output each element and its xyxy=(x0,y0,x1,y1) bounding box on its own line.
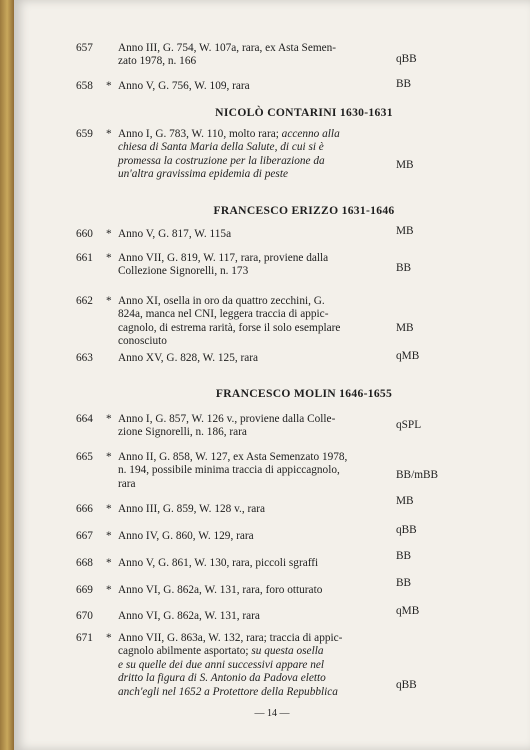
lot-grade: qMB xyxy=(396,605,420,617)
lot-grade: BB xyxy=(396,550,412,562)
desc-italic-line: dritto la figura di S. Antonio da Padova eletto xyxy=(118,672,326,685)
desc-italic-line: e su quelle dei due anni successivi appare nel xyxy=(118,658,325,671)
lot-number: 661 xyxy=(76,252,93,264)
desc-line: Anno V, G. 756, W. 109, rara xyxy=(118,80,250,92)
lot-star: * xyxy=(106,584,112,596)
desc-line: rara xyxy=(118,477,136,490)
lot-grade: BB xyxy=(396,577,412,589)
lot-grade: MB xyxy=(396,322,414,334)
lot-description xyxy=(118,610,386,623)
lot-description xyxy=(118,228,386,241)
desc-line: Anno III, G. 754, W. 107a, rara, ex Asta Semen- xyxy=(118,42,337,54)
lot-star: * xyxy=(106,530,112,542)
desc-line xyxy=(118,645,386,658)
lot-star: * xyxy=(106,413,112,425)
lot-number: 666 xyxy=(76,503,93,515)
lot-description xyxy=(118,252,386,279)
lot-number: 663 xyxy=(76,352,93,364)
lot-star: * xyxy=(106,128,112,140)
lot-grade: BB xyxy=(396,78,412,90)
desc-italic-line: promessa la costruzione per la liberazione da xyxy=(118,154,325,167)
desc-line: Anno VII, G. 863a, W. 132, rara; traccia di appic- xyxy=(118,632,343,644)
desc-italic-line: chiesa di Santa Maria della Salute, di cui si è xyxy=(118,141,324,154)
lot-star: * xyxy=(106,503,112,515)
lot-grade: qBB xyxy=(396,53,417,65)
desc-line: Anno VI, G. 862a, W. 131, rara xyxy=(118,610,260,622)
lot-star: * xyxy=(106,228,112,240)
desc-line: cagnolo, di estrema rarità, forse il solo esemplare xyxy=(118,321,341,334)
lot-grade: qSPL xyxy=(396,419,422,431)
lot-description xyxy=(118,352,386,365)
lot-number: 668 xyxy=(76,557,93,569)
lot-number: 665 xyxy=(76,451,93,463)
lot-number: 659 xyxy=(76,128,93,140)
lot-number: 669 xyxy=(76,584,93,596)
desc-line: Anno VI, G. 862a, W. 131, rara, foro otturato xyxy=(118,584,323,596)
desc-line: zione Signorelli, n. 186, rara xyxy=(118,426,247,439)
catalog-page xyxy=(14,0,530,750)
desc-line: conosciuto xyxy=(118,335,167,348)
lot-description xyxy=(118,503,386,516)
lot-star: * xyxy=(106,632,112,644)
desc-text: cagnolo abilmente asportato; xyxy=(118,645,249,658)
lot-grade: MB xyxy=(396,495,414,507)
desc-line: Anno VII, G. 819, W. 117, rara, proviene dalla xyxy=(118,252,329,264)
lot-number: 670 xyxy=(76,610,93,622)
desc-line: Anno V, G. 817, W. 115a xyxy=(118,228,232,240)
lot-number: 662 xyxy=(76,295,93,307)
lot-number: 664 xyxy=(76,413,93,425)
desc-line: zato 1978, n. 166 xyxy=(118,55,197,68)
lot-star: * xyxy=(106,557,112,569)
lot-number: 658 xyxy=(76,80,93,92)
desc-italic: su questa osella xyxy=(248,645,324,658)
lot-grade: MB xyxy=(396,225,414,237)
desc-italic-line: un'altra gravissima epidemia di peste xyxy=(118,168,288,181)
lot-description xyxy=(118,413,386,440)
lot-description xyxy=(118,530,386,543)
lot-star: * xyxy=(106,80,112,92)
lot-grade: qBB xyxy=(396,679,417,691)
lot-grade: qBB xyxy=(396,524,417,536)
lot-number: 660 xyxy=(76,228,93,240)
page-number: — 14 — xyxy=(254,708,290,719)
lot-grade: BB xyxy=(396,262,412,274)
lot-description xyxy=(118,128,386,182)
lot-number: 667 xyxy=(76,530,93,542)
desc-italic: accenno alla xyxy=(278,128,340,140)
section-heading: FRANCESCO ERIZZO 1631-1646 xyxy=(213,204,395,217)
section-heading: NICOLÒ CONTARINI 1630-1631 xyxy=(215,106,393,119)
desc-line: Anno III, G. 859, W. 128 v., rara xyxy=(118,503,266,515)
desc-line: Anno IV, G. 860, W. 129, rara xyxy=(118,530,254,542)
lot-description xyxy=(118,557,386,570)
lot-star: * xyxy=(106,295,112,307)
lot-grade: qMB xyxy=(396,350,420,362)
lot-description xyxy=(118,42,386,69)
lot-description xyxy=(118,632,386,699)
lot-description xyxy=(118,80,386,93)
lot-star: * xyxy=(106,451,112,463)
desc-line: Anno I, G. 857, W. 126 v., proviene dalla Colle- xyxy=(118,413,336,425)
desc-italic-line: anch'egli nel 1652 a Protettore della Repubblica xyxy=(118,685,338,698)
desc-line: Collezione Signorelli, n. 173 xyxy=(118,265,249,278)
desc-line: n. 194, possibile minima traccia di appiccagnolo, xyxy=(118,464,340,477)
desc-line: Anno XI, osella in oro da quattro zecchini, G. xyxy=(118,295,325,307)
desc-text: Anno I, G. 783, W. 110, molto rara; xyxy=(118,128,279,140)
desc-line: 824a, manca nel CNI, leggera traccia di appic- xyxy=(118,308,329,321)
lot-description xyxy=(118,451,386,491)
section-heading: FRANCESCO MOLIN 1646-1655 xyxy=(215,387,393,400)
lot-star: * xyxy=(106,252,112,264)
desc-line xyxy=(118,128,386,141)
lot-number: 671 xyxy=(76,632,93,644)
lot-grade: MB xyxy=(396,159,414,171)
lot-grade: BB/mBB xyxy=(396,469,439,481)
lot-description xyxy=(118,295,386,349)
desc-line: Anno XV, G. 828, W. 125, rara xyxy=(118,352,259,364)
lot-description xyxy=(118,584,386,597)
desc-line: Anno V, G. 861, W. 130, rara, piccoli sgraffi xyxy=(118,557,319,569)
lot-number: 657 xyxy=(76,42,93,54)
desc-line: Anno II, G. 858, W. 127, ex Asta Semenzato 1978, xyxy=(118,451,348,463)
